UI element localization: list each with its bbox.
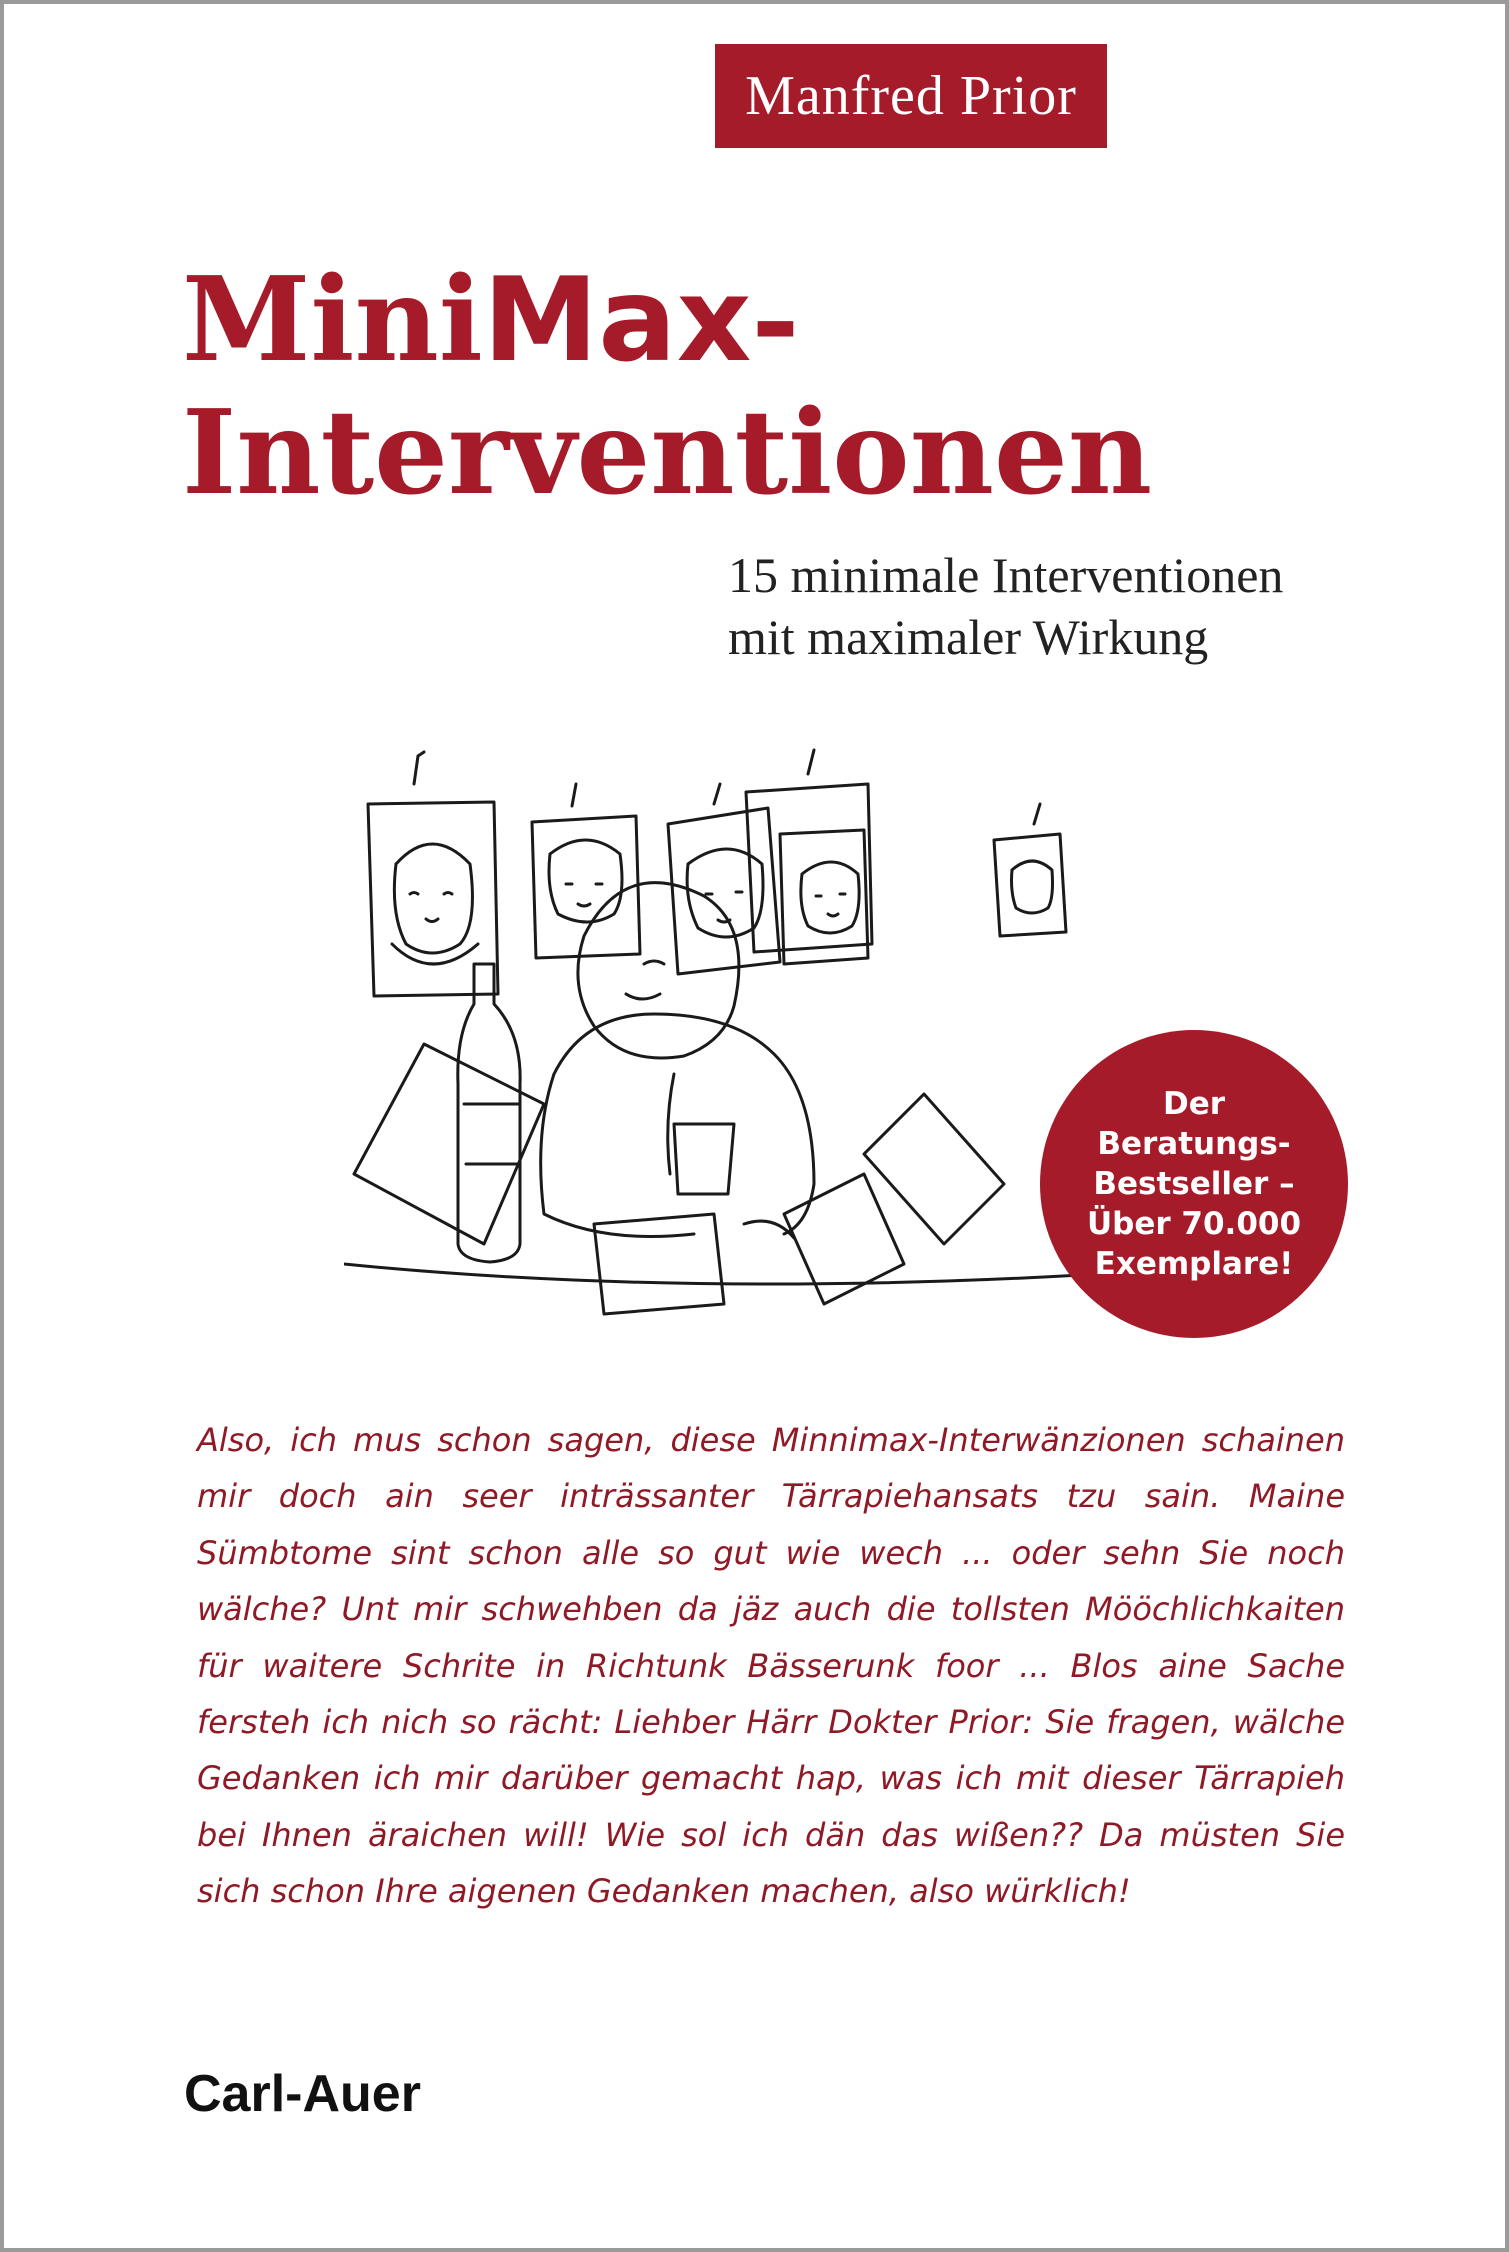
subtitle-line-2: mit maximaler Wirkung <box>728 609 1209 665</box>
book-subtitle <box>728 544 1283 668</box>
title-max: Max <box>482 253 752 388</box>
title-interventionen: Interventionen <box>182 385 1153 521</box>
title-dash: - <box>751 252 800 388</box>
badge-line-1: Der <box>1162 1086 1226 1122</box>
publisher-name: Carl-Auer <box>184 2065 421 2123</box>
badge-line-5: Exemplare! <box>1094 1246 1294 1282</box>
subtitle-line-1: 15 minimale Interventionen <box>728 547 1284 603</box>
author-banner <box>715 44 1107 148</box>
seated-figure <box>541 883 814 1238</box>
pinned-portrait-4 <box>746 750 872 964</box>
bottle <box>458 964 520 1262</box>
blurb-quote: Also, ich mus schon sagen, diese Minnimax-Interwänzionen schainen mir doch ain seer inträssanter Tärrapiehansats tzu sain. Maine Sümbtome sint schon alle so gut wie wech ... oder sehn Sie noch wälche? Unt mir schwehben da jäz auch die tollsten Mööchlichkaiten für waitere Schrite in Richtunk Bässerunk foor ... Blos aine Sache fersteh ich nich so rächt: Liehber Härr Dokter Prior: Sie fragen, wälche Gedanken ich mir darüber gemacht hap, was ich mit dieser Tärrapieh bei Ihnen äraichen will! Wie sol ich dän das wißen?? Da müsten Sie sich schon Ihre aigenen Gedanken machen, also würklich! <box>197 1421 1345 1911</box>
badge-line-3: Bestseller – <box>1093 1166 1295 1202</box>
book-title <box>182 254 1152 519</box>
badge-line-2: Beratungs- <box>1097 1126 1291 1162</box>
title-mini: Mini <box>182 252 483 388</box>
badge-line-4: Über 70.000 <box>1086 1206 1302 1242</box>
pinned-portrait-3 <box>668 784 780 974</box>
bestseller-badge <box>1040 1030 1348 1338</box>
pinned-portrait-1 <box>368 752 498 996</box>
author-name: Manfred Prior <box>745 65 1077 127</box>
pinned-portrait-5 <box>994 804 1066 936</box>
